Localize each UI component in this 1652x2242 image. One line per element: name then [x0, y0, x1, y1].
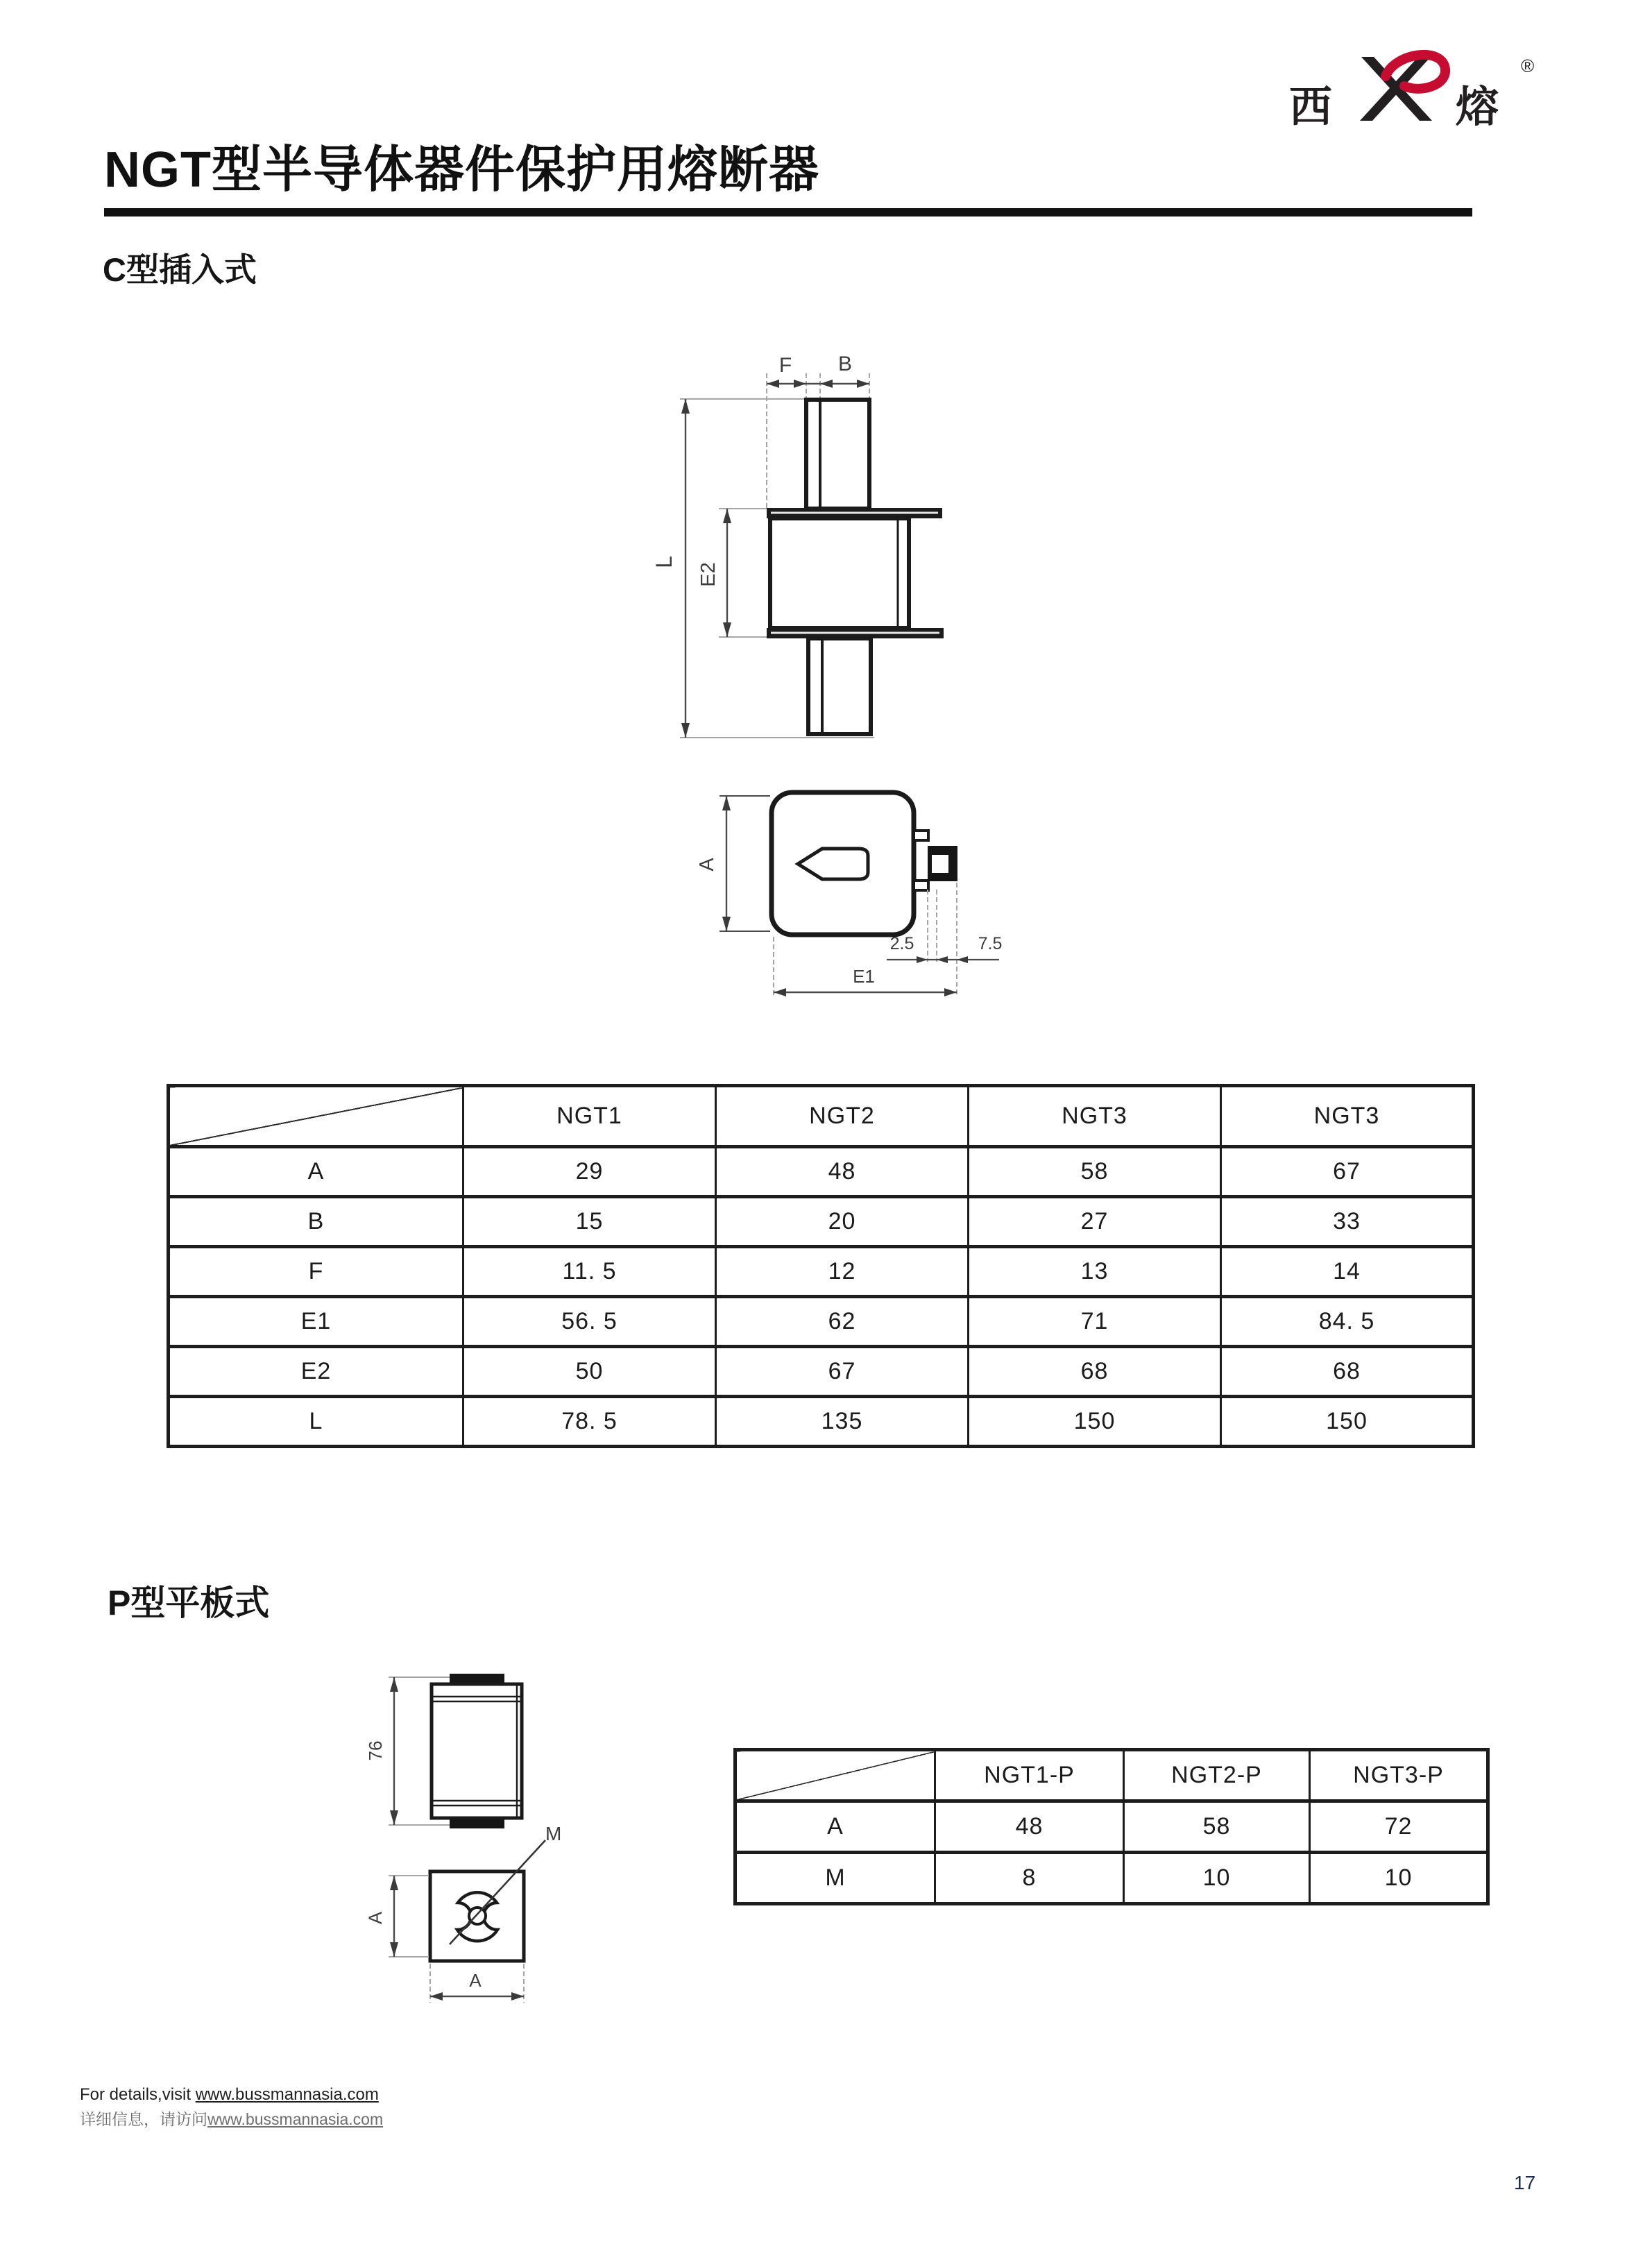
footer-en-text: For details,visit	[80, 2085, 196, 2104]
table-row	[169, 1147, 1474, 1197]
table-cell: 68	[1221, 1347, 1474, 1397]
dim-label-m: M	[545, 1823, 562, 1844]
table-cell: 62	[716, 1297, 969, 1347]
table-cell: 27	[969, 1197, 1221, 1247]
table-cell: 135	[716, 1397, 969, 1447]
dim-label-b: B	[837, 353, 853, 375]
table-cell: 48	[716, 1147, 969, 1197]
footer-en-link[interactable]: www.bussmannasia.com	[195, 2085, 379, 2104]
brand-logo	[1284, 50, 1554, 131]
dim-label-f: F	[778, 354, 792, 377]
footer-cn-text: 详细信息，请访问	[80, 2110, 207, 2128]
dim-label-e1: E1	[853, 966, 875, 987]
row-label: M	[735, 1853, 935, 1904]
dim-label-l: L	[652, 556, 676, 568]
table-diagonal-cell	[169, 1086, 463, 1147]
title-rule	[104, 208, 1472, 216]
table-row	[735, 1750, 1488, 1801]
table-c-dimensions	[167, 1084, 1475, 1448]
table-cell: 50	[463, 1347, 716, 1397]
table-row	[169, 1197, 1474, 1247]
table-cell: 10	[1310, 1853, 1488, 1904]
page-title: NGT型半导体器件保护用熔断器	[104, 142, 819, 198]
table-row	[169, 1297, 1474, 1347]
section-heading-c: C型插入式	[103, 251, 257, 288]
logo-xr-mark-icon	[1346, 50, 1451, 126]
table-p-dimensions	[733, 1748, 1490, 1905]
row-label: L	[169, 1397, 463, 1447]
table-cell: 33	[1221, 1197, 1474, 1247]
tab-upper-step	[914, 831, 928, 840]
fuse-bottom-blade	[808, 638, 871, 734]
diagram-c-type	[611, 333, 1041, 1020]
table-row	[735, 1853, 1488, 1904]
footer-cn	[80, 2107, 383, 2130]
table-row	[169, 1397, 1474, 1447]
dim-label-76: 76	[365, 1740, 386, 1761]
table-row	[169, 1347, 1474, 1397]
fuse-top-blade	[806, 400, 869, 509]
table-col-header: NGT2-P	[1124, 1750, 1310, 1801]
dim-label-a-bottom: A	[469, 1970, 482, 1991]
page-number: 17	[1514, 2172, 1536, 2193]
table-cell: 48	[935, 1801, 1124, 1853]
row-label: B	[169, 1197, 463, 1247]
logo-char-left: 西	[1289, 83, 1333, 131]
table-cell: 14	[1221, 1247, 1474, 1297]
table-cell: 67	[1221, 1147, 1474, 1197]
table-cell: 78. 5	[463, 1397, 716, 1447]
row-label: E1	[169, 1297, 463, 1347]
table-row	[169, 1247, 1474, 1297]
dim-label-e2: E2	[697, 562, 719, 587]
table-col-header: NGT1	[463, 1086, 716, 1147]
footer-cn-link[interactable]: www.bussmannasia.com	[207, 2110, 384, 2128]
table-cell: 56. 5	[463, 1297, 716, 1347]
table-cell: 84. 5	[1221, 1297, 1474, 1347]
table-cell: 29	[463, 1147, 716, 1197]
table-col-header: NGT1-P	[935, 1750, 1124, 1801]
fuse-body	[770, 518, 909, 628]
table-row	[169, 1086, 1474, 1147]
footer-en	[80, 2085, 379, 2105]
table-cell: 150	[969, 1397, 1221, 1447]
tab-lower-step	[914, 881, 928, 890]
table-cell: 150	[1221, 1397, 1474, 1447]
table-cell: 58	[1124, 1801, 1310, 1853]
table-cell: 15	[463, 1197, 716, 1247]
row-label: E2	[169, 1347, 463, 1397]
row-label: A	[735, 1801, 935, 1853]
table-cell: 10	[1124, 1853, 1310, 1904]
section-heading-p: P型平板式	[108, 1583, 270, 1622]
p-fuse-body	[432, 1684, 522, 1818]
table-col-header: NGT3	[969, 1086, 1221, 1147]
table-cell: 67	[716, 1347, 969, 1397]
table-diagonal-cell	[735, 1750, 935, 1801]
dim-label-a-left: A	[365, 1911, 386, 1925]
table-col-header: NGT3	[1221, 1086, 1474, 1147]
table-col-header: NGT3-P	[1310, 1750, 1488, 1801]
table-cell: 13	[969, 1247, 1221, 1297]
dim-label-25: 2.5	[889, 934, 914, 953]
table-cell: 72	[1310, 1801, 1488, 1853]
table-cell: 71	[969, 1297, 1221, 1347]
table-cell: 12	[716, 1247, 969, 1297]
table-cell: 68	[969, 1347, 1221, 1397]
table-cell: 58	[969, 1147, 1221, 1197]
table-col-header: NGT2	[716, 1086, 969, 1147]
dim-label-75: 7.5	[978, 934, 1003, 953]
row-label: F	[169, 1247, 463, 1297]
dim-label-a-top-view: A	[696, 858, 718, 872]
table-row	[735, 1801, 1488, 1853]
registered-mark: ®	[1521, 56, 1535, 76]
row-label: A	[169, 1147, 463, 1197]
table-cell: 20	[716, 1197, 969, 1247]
table-cell: 8	[935, 1853, 1124, 1904]
diagram-p-type	[361, 1658, 659, 2026]
logo-char-right: 熔	[1456, 83, 1499, 131]
table-cell: 11. 5	[463, 1247, 716, 1297]
